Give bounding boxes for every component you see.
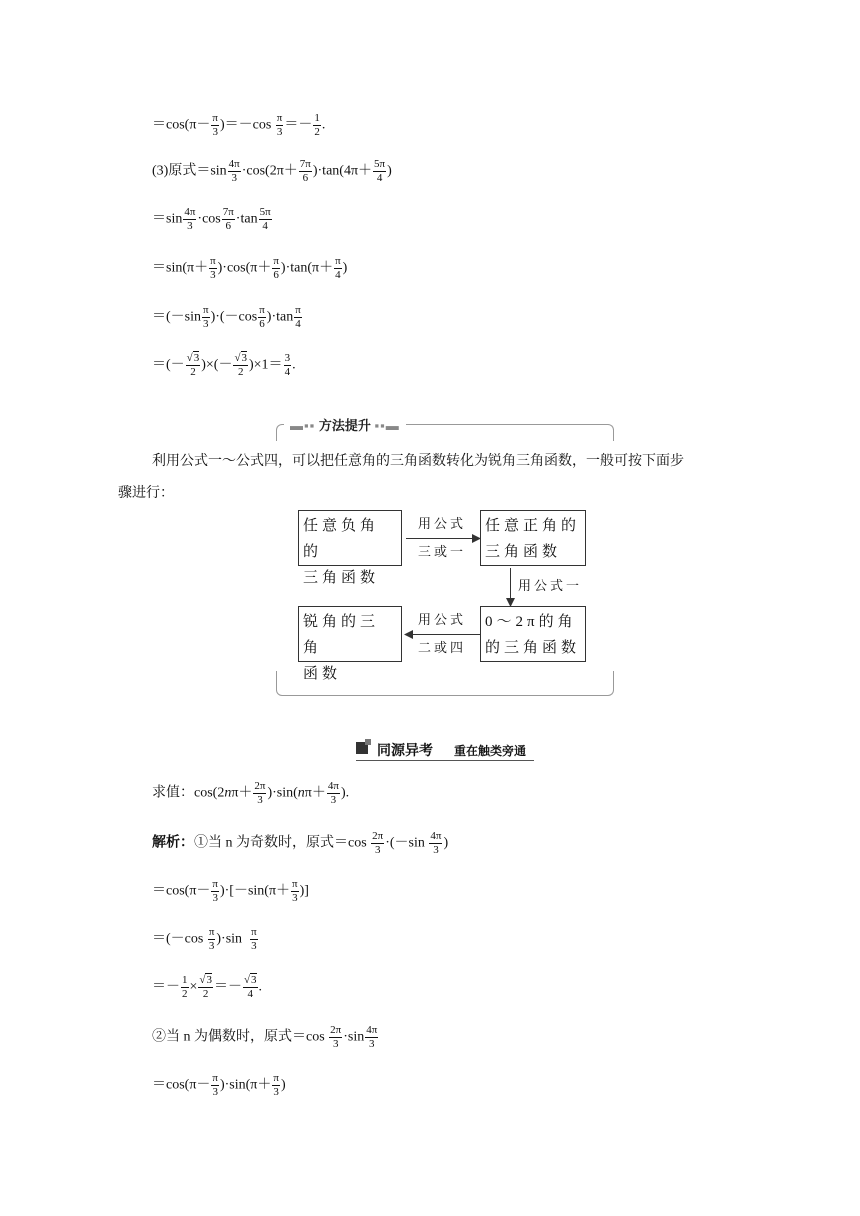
- math-line-1: ＝cos(π－ $\frac{\pi}{3}$ )＝－cos $\frac{\pi}{3}$ ＝－ $\frac{1}{2}$ .: [152, 112, 326, 138]
- flow-arrow2-label: 用公式一: [518, 578, 583, 593]
- question-line: 求值：cos(2nπ＋ $\frac{2\pi}{3}$ )·sin(nπ＋ $\frac{4\pi}{3}$ ).: [152, 780, 350, 806]
- math-line-5: ＝(－sin $\frac{\pi}{3}$ )·(－cos $\frac{\pi}{6}$ )·tan $\frac{\pi}{4}$: [152, 304, 301, 330]
- analysis-label: 解析：: [152, 835, 194, 851]
- flow-arrow2-line: [510, 568, 511, 600]
- section-square-icon-small: [365, 739, 371, 745]
- analysis-line-4: ＝－ $\frac{1}{2}$ × $\frac{√3}{2}$ ＝－ $\frac{√3}{4}$ .: [152, 974, 262, 1000]
- method-paragraph-line2: 骤进行：: [118, 486, 174, 501]
- math-line-2: (3)原式＝sin $\frac{4\pi}{3}$ ·cos(2π＋ $\frac{7\pi}{6}$ )·tan(4π＋ $\frac{5\pi}{4}$ ): [152, 158, 392, 184]
- analysis-line-3: ＝(－cos $\frac{\pi}{3}$ )·sin $\frac{\pi}{3}$: [152, 926, 257, 952]
- section-subtitle: 重在触类旁通: [454, 744, 527, 758]
- flow-arrow1-label2: 三或一: [417, 544, 466, 559]
- case-even: ②当 n 为偶数时，原式＝: [152, 1029, 306, 1045]
- analysis-line-5: ②当 n 为偶数时，原式＝cos $\frac{2\pi}{3}$ ·sin $\frac{4\pi}{3}$: [152, 1024, 378, 1050]
- flow-arrow3-label2: 二或四: [417, 640, 466, 655]
- question-label: 求值：: [152, 785, 194, 801]
- flow-arrow3-line: [412, 634, 480, 635]
- flow-arrow1-label: 用公式: [417, 516, 466, 531]
- method-paragraph-line1: 利用公式一～公式四，可以把任意角的三角函数转化为锐角三角函数，一般可按下面步: [152, 454, 684, 469]
- section-header: [356, 740, 534, 761]
- flow-box-negative-angle: 任意负角的 三角函数: [298, 510, 402, 566]
- analysis-line-6: ＝cos(π－ $\frac{\pi}{3}$ )·sin(π＋ $\frac{\pi}{3}$ ): [152, 1072, 286, 1098]
- math-line-3: ＝sin $\frac{4\pi}{3}$ ·cos $\frac{7\pi}{6}$ ·tan $\frac{5\pi}{4}$: [152, 206, 271, 232]
- analysis-line-2: ＝cos(π－ $\frac{\pi}{3}$ )·[－sin(π＋ $\frac{\pi}{3}$ )]: [152, 878, 309, 904]
- math-line-4: ＝sin(π＋ $\frac{\pi}{3}$ )·cos(π＋ $\frac{\pi}{6}$ )·tan(π＋ $\frac{\pi}{4}$ ): [152, 255, 348, 281]
- method-title: ▬▪▪ 方法提升 ▪▪▬: [284, 415, 406, 434]
- flow-box-acute-angle: 锐角的三角 函数: [298, 606, 402, 662]
- flow-box-0-2pi-angle: 0～2π的角 的三角函数: [480, 606, 586, 662]
- analysis-line-1: 解析：①当 n 为奇数时，原式＝cos $\frac{2\pi}{3}$ ·(－sin $\frac{4\pi}{3}$ ): [152, 830, 449, 856]
- flow-box-positive-angle: 任意正角的 三角函数: [480, 510, 586, 566]
- math-line-6: ＝(－ $\frac{√3}{2}$ )×(－ $\frac{√3}{2}$ )×1＝ $\frac{3}{4}$ .: [152, 352, 296, 378]
- part3-label: (3)原式＝: [152, 163, 211, 179]
- flow-arrow1-line: [406, 538, 474, 539]
- case-odd: ①当 n 为奇数时，原式＝: [194, 835, 348, 851]
- flow-arrow3-label: 用公式: [417, 612, 466, 627]
- section-title: 同源异考: [377, 742, 433, 758]
